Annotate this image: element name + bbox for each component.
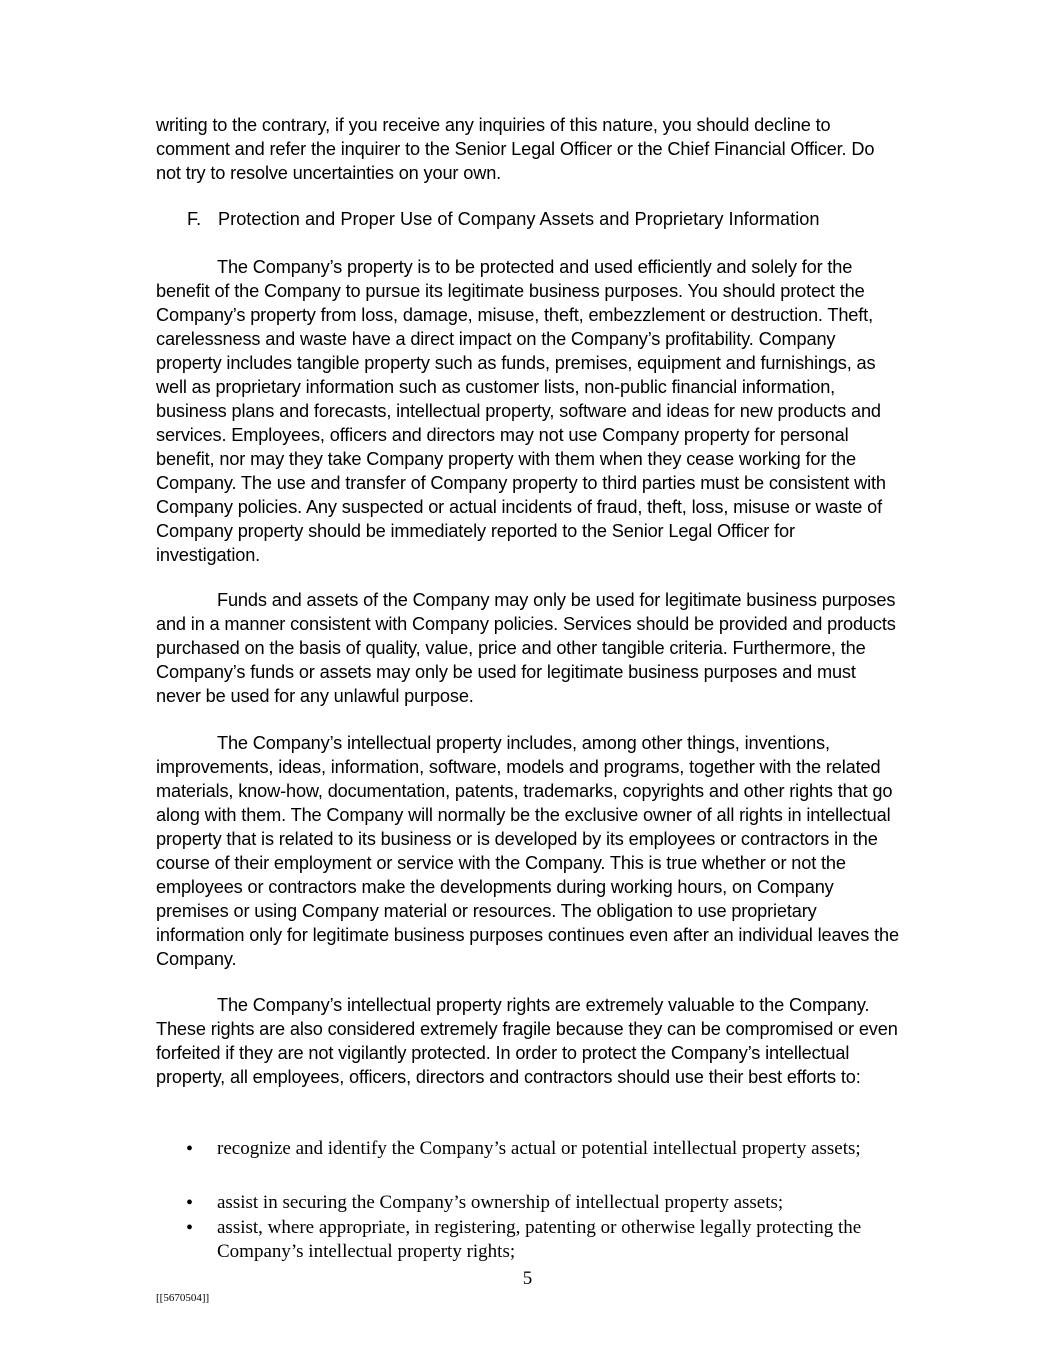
page-number: 5 — [522, 1268, 533, 1289]
continuation-paragraph — [156, 113, 902, 185]
section-title: Protection and Proper Use of Company Assets and Proprietary Information — [218, 209, 820, 229]
paragraph-ip-rights — [156, 993, 902, 1089]
paragraph-funds — [156, 588, 902, 708]
paragraph-property — [156, 255, 902, 567]
document-id: [[5670504]] — [156, 1292, 210, 1304]
bullet-icon: • — [186, 1138, 194, 1160]
list-item-text: recognize and identify the Company’s actual or potential intellectual property assets; — [217, 1138, 861, 1159]
bullet-icon: • — [186, 1217, 194, 1239]
section-letter: F. — [187, 209, 202, 229]
continuation-text: writing to the contrary, if you receive any inquiries of this nature, you should decline to comment and refer the inquirer to the Senior Legal Officer or the Chief Financial Officer. Do not try to resolve uncertainties on your own. — [156, 115, 875, 183]
list-item-text: assist, where appropriate, in registering, patenting or otherwise legally protecting the Company’s intellectual property rights; — [217, 1217, 862, 1262]
paragraph-text: The Company’s property is to be protected and used efficiently and solely for the benefit of the Company to pursue its legitimate business purposes. You should protect the Company’s property from loss, damage, misuse, theft, embezzlement or destruction. Theft, carelessness and waste have a direct impact on the Company’s profitability. Company property includes tangible property such as funds, premises, equipment and furnishings, as well as proprietary information such as customer lists, non-public financial information, business plans and forecasts, intellectual property, software and ideas for new products and services. Employees, officers and directors may not use Company property for personal benefit, nor may they take Company property with them when they cease working for the Company. The use and transfer of Company property to third parties must be consistent with Company policies. Any suspected or actual incidents of fraud, theft, loss, misuse or waste of Company property should be immediately reported to the Senior Legal Officer for investigation. — [156, 257, 886, 565]
paragraph-text: The Company’s intellectual property includes, among other things, inventions, improvements, ideas, information, software, models and programs, together with the related materials, know-how, documentation, patents, trademarks, copyrights and other rights that go along with them. The Company will normally be the exclusive owner of all rights in intellectual property that is related to its business or is developed by its employees or contractors in the course of their employment or service with the Company. This is true whether or not the employees or contractors make the developments during working hours, on Company premises or using Company material or resources. The obligation to use proprietary information only for legitimate business purposes continues even after an individual leaves the Company. — [156, 733, 899, 969]
paragraph-text: The Company’s intellectual property rights are extremely valuable to the Company. These rights are also considered extremely fragile because they can be compromised or even forfeited if they are not vigilantly protected. In order to protect the Company’s intellectual property, all employees, officers, directors and contractors should use their best efforts to: — [156, 995, 898, 1087]
paragraph-intellectual-property — [156, 731, 902, 971]
section-heading — [187, 207, 820, 231]
list-item-text: assist in securing the Company’s ownership of intellectual property assets; — [217, 1192, 784, 1213]
paragraph-text: Funds and assets of the Company may only be used for legitimate business purposes and in a manner consistent with Company policies. Services should be provided and products purchased on the basis of quality, value, price and other tangible criteria. Furthermore, the Company’s funds or assets may only be used for legitimate business purposes and must never be used for any unlawful purpose. — [156, 590, 896, 706]
bullet-icon: • — [186, 1192, 194, 1214]
